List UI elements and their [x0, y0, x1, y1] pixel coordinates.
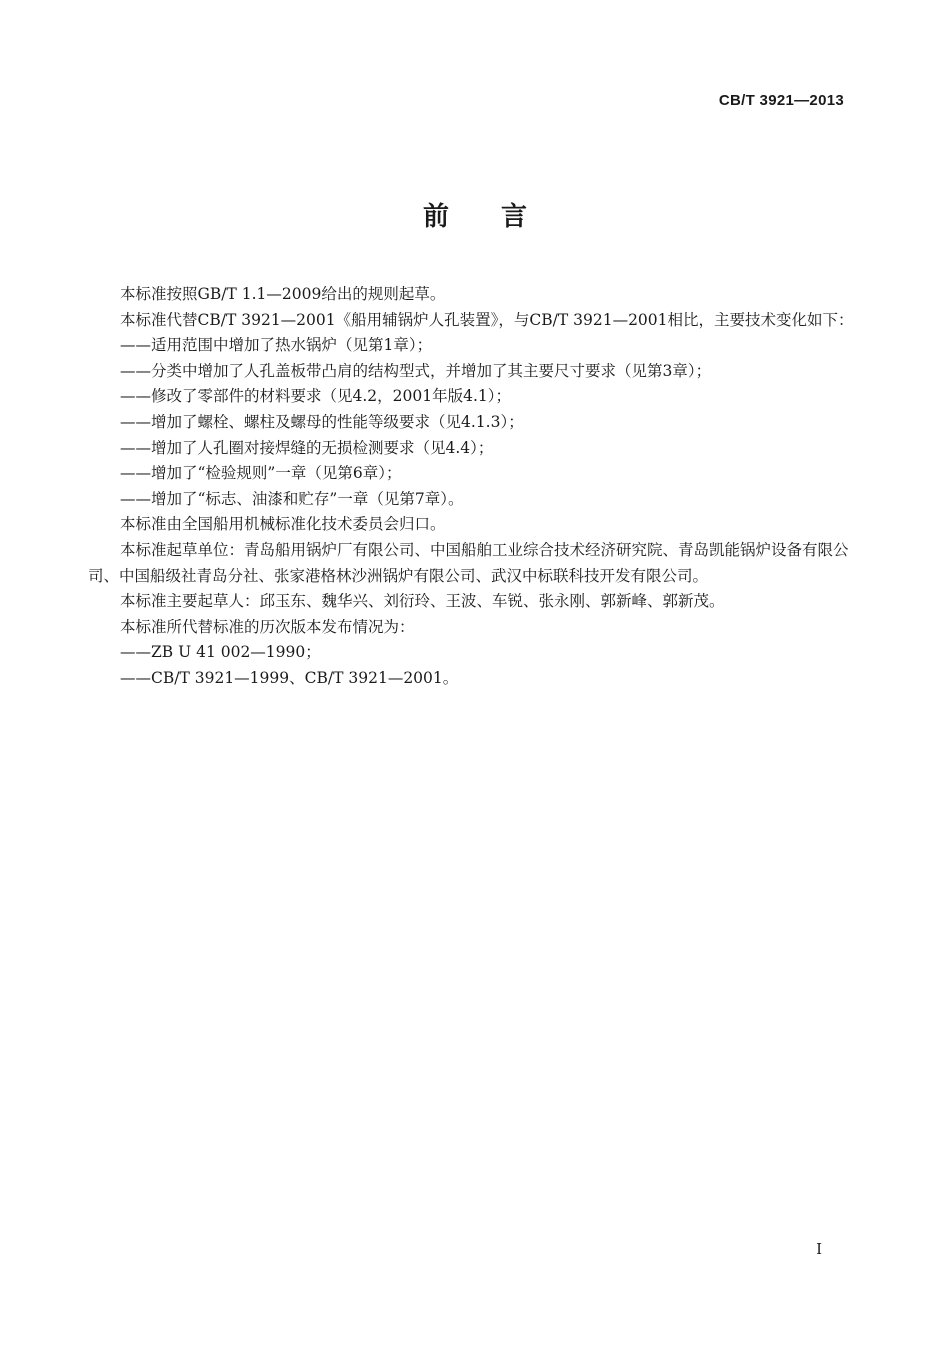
paragraph-drafting-rules: 本标准按照GB/T 1.1—2009给出的规则起草。	[120, 285, 446, 303]
page-number: I	[816, 1240, 822, 1258]
paragraph-replacement: 本标准代替CB/T 3921—2001《船用辅锅炉人孔装置》，与CB/T 3921—2001相比，主要技术变化如下：	[120, 310, 854, 329]
change-item: ——适用范围中增加了热水锅炉（见第1章）；	[120, 336, 433, 355]
previous-edition-item: ——CB/T 3921—1999、CB/T 3921—2001。	[120, 668, 459, 687]
paragraph-drafters: 本标准主要起草人：邱玉东、魏华兴、刘衍玲、王波、车锐、张永刚、郭新峰、郭新茂。	[120, 592, 725, 611]
paragraph-responsible-committee: 本标准由全国船用机械标准化技术委员会归口。	[120, 515, 446, 534]
change-item: ——修改了零部件的材料要求（见4.2，2001年版4.1）；	[120, 387, 511, 406]
change-item: ——增加了人孔圈对接焊缝的无损检测要求（见4.4）；	[120, 438, 494, 457]
standard-code: CB/T 3921—2013	[718, 92, 844, 109]
change-item: ——增加了“检验规则”一章（见第6章）；	[120, 464, 402, 483]
previous-edition-item: ——ZB U 41 002—1990；	[120, 643, 321, 662]
change-item: ——增加了螺栓、螺柱及螺母的性能等级要求（见4.1.3）；	[120, 412, 524, 431]
page-title: 前言	[422, 202, 579, 232]
change-item: ——分类中增加了人孔盖板带凸肩的结构型式，并增加了其主要尺寸要求（见第3章）；	[120, 361, 712, 380]
change-item: ——增加了“标志、油漆和贮存”一章（见第7章）。	[120, 489, 464, 508]
paragraph-previous-editions: 本标准所代替标准的历次版本发布情况为：	[120, 617, 415, 636]
paragraph-drafting-units: 本标准起草单位：青岛船用锅炉厂有限公司、中国船舶工业综合技术经济研究院、青岛凯能锅炉设备有限公司、中国船级社青岛分社、张家港格林沙洲锅炉有限公司、武汉中标联科技开发有限公司。	[88, 540, 849, 585]
foreword-body	[88, 282, 856, 692]
